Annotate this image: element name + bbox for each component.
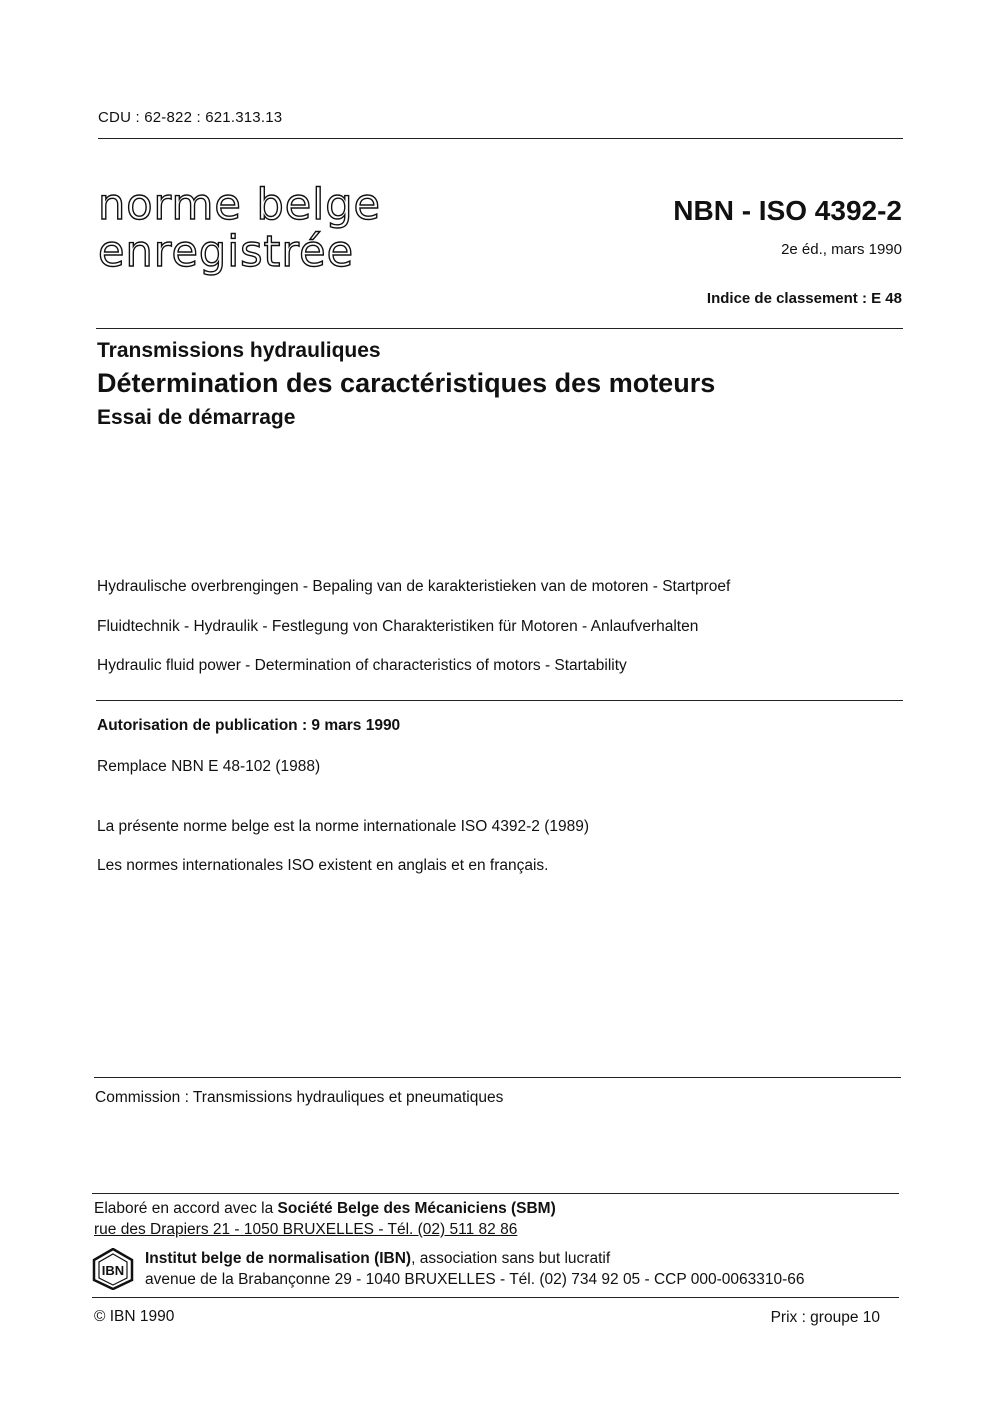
translation-german: Fluidtechnik - Hydraulik - Festlegung von Charakteristiken für Motoren - Anlaufverhalten: [97, 618, 699, 635]
commission-rule: [94, 1077, 901, 1078]
languages-note: Les normes internationales ISO existent en anglais et en français.: [97, 857, 549, 874]
brand-wordmark: [98, 182, 381, 276]
iso-equivalence-note: La présente norme belge est la norme internationale ISO 4392-2 (1989): [97, 818, 589, 835]
sbm-prefix: Elaboré en accord avec la: [94, 1200, 278, 1217]
title-rule: [96, 328, 903, 329]
bottom-rule: [92, 1297, 899, 1298]
brand-line-1: norme belge: [98, 180, 381, 230]
sbm-agreement: [94, 1200, 556, 1218]
header-rule: [98, 138, 903, 139]
sbm-address: rue des Drapiers 21 - 1050 BRUXELLES - Tél. (02) 511 82 86: [94, 1221, 518, 1238]
ibn-logo-text: IBN: [101, 1263, 125, 1278]
translation-english: Hydraulic fluid power - Determination of characteristics of motors - Startability: [97, 657, 627, 674]
publication-authorisation: Autorisation de publication : 9 mars 1990: [97, 717, 401, 734]
ibn-address: avenue de la Brabançonne 29 - 1040 BRUXELLES - Tél. (02) 734 92 05 - CCP 000-0063310-66: [145, 1271, 805, 1288]
ibn-logo: [92, 1248, 134, 1290]
brand-line-2: enregistrée: [98, 227, 355, 277]
sbm-name: Société Belge des Mécaniciens (SBM): [277, 1200, 556, 1217]
cdu-classification: CDU : 62-822 : 621.313.13: [98, 109, 283, 126]
copyright: © IBN 1990: [94, 1308, 175, 1325]
title-line-3: Essai de démarrage: [97, 406, 296, 429]
ibn-name-line: [145, 1250, 610, 1268]
standard-number: NBN - ISO 4392-2: [673, 195, 902, 226]
replaces-note: Remplace NBN E 48-102 (1988): [97, 758, 321, 775]
commission: Commission : Transmissions hydrauliques et pneumatiques: [95, 1089, 504, 1106]
ibn-name: Institut belge de normalisation (IBN): [145, 1250, 412, 1267]
ibn-suffix: , association sans but lucratif: [411, 1250, 611, 1267]
translation-dutch: Hydraulische overbrengingen - Bepaling van de karakteristieken van de motoren - Startproef: [97, 578, 731, 595]
classification-index: Indice de classement : E 48: [706, 290, 902, 307]
footer-rule: [92, 1193, 899, 1194]
title-line-1: Transmissions hydrauliques: [97, 339, 381, 362]
price-group: Prix : groupe 10: [770, 1309, 880, 1326]
title-line-2: Détermination des caractéristiques des moteurs: [97, 368, 716, 398]
translations-rule: [96, 700, 903, 701]
edition-date: 2e éd., mars 1990: [781, 241, 902, 258]
